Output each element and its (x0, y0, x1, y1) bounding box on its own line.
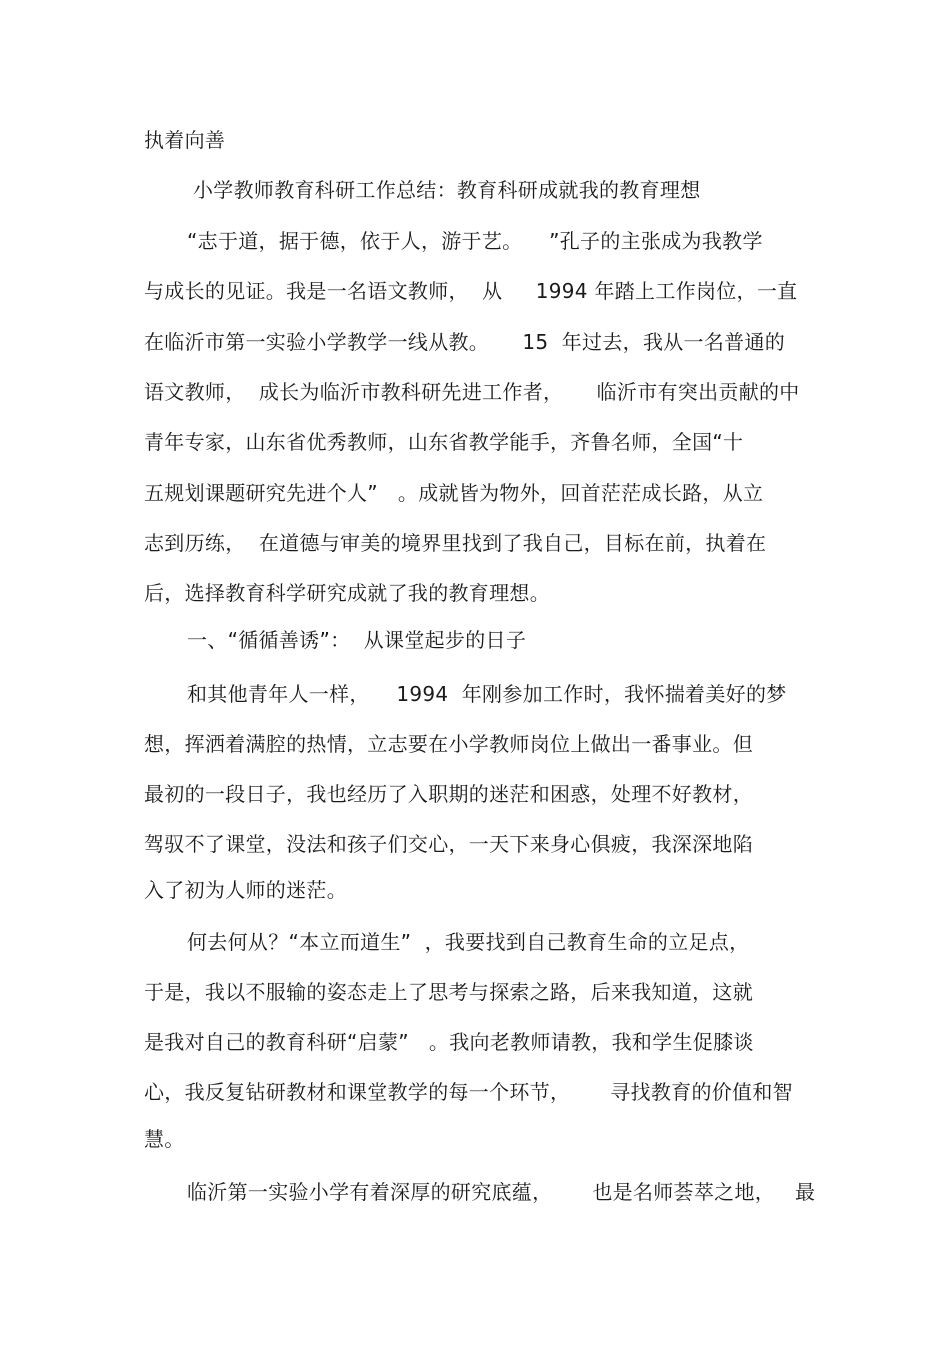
paragraph-line: 于是，我以不服输的姿态走上了思考与探索之路，后来我知道，这就 (144, 980, 753, 1004)
paragraph-line: 驾驭不了课堂，没法和孩子们交心，一天下来身心俱疲，我深深地陷 (144, 832, 753, 856)
paragraph-line: 与成长的见证。我是一名语文教师， 从 1994 年踏上工作岗位，一直 (144, 279, 798, 303)
paragraph-line: 青年专家，山东省优秀教师，山东省教学能手，齐鲁名师，全国“十 (144, 430, 744, 454)
paragraph-line: 何去何从？“本立而道生” ，我要找到自己教育生命的立足点， (187, 930, 750, 954)
section-heading: 一、“循循善诱”： 从课堂起步的日子 (187, 628, 527, 652)
paragraph-line: 语文教师， 成长为临沂市教科研先进工作者， 临沂市有突出贡献的中 (144, 380, 800, 404)
paragraph-line: “志于道，据于德，依于人，游于艺。 ”孔子的主张成为我教学 (187, 229, 763, 253)
paragraph-line: 和其他青年人一样， 1994 年刚参加工作时，我怀揣着美好的梦 (187, 682, 787, 706)
paragraph-line: 想，挥洒着满腔的热情，立志要在小学教师岗位上做出一番事业。但 (144, 732, 753, 756)
paragraph-line: 五规划课题研究先进个人” 。成就皆为物外，回首茫茫成长路，从立 (144, 481, 764, 505)
paragraph-line: 心，我反复钻研教材和课堂教学的每一个环节， 寻找教育的价值和智 (144, 1080, 793, 1104)
paragraph-line: 最初的一段日子，我也经历了入职期的迷茫和困惑，处理不好教材， (144, 782, 753, 806)
paragraph-line: 在临沂市第一实验小学教学一线从教。 15 年过去，我从一名普通的 (144, 330, 786, 354)
document-subtitle: 小学教师教育科研工作总结：教育科研成就我的教育理想 (193, 178, 701, 202)
paragraph-line: 慧。 (144, 1127, 185, 1151)
paragraph-line: 入了初为人师的迷茫。 (144, 878, 347, 902)
paragraph-line: 后，选择教育科学研究成就了我的教育理想。 (144, 581, 550, 605)
paragraph-line: 临沂第一实验小学有着深厚的研究底蕴， 也是名师荟萃之地， 最 (187, 1180, 816, 1204)
paragraph-line: 志到历练， 在道德与审美的境界里找到了我自己，目标在前，执着在 (144, 531, 767, 555)
paragraph-line: 是我对自己的教育科研“启蒙” 。我向老教师请教，我和学生促膝谈 (144, 1030, 754, 1054)
document-heading: 执着向善 (144, 128, 226, 152)
